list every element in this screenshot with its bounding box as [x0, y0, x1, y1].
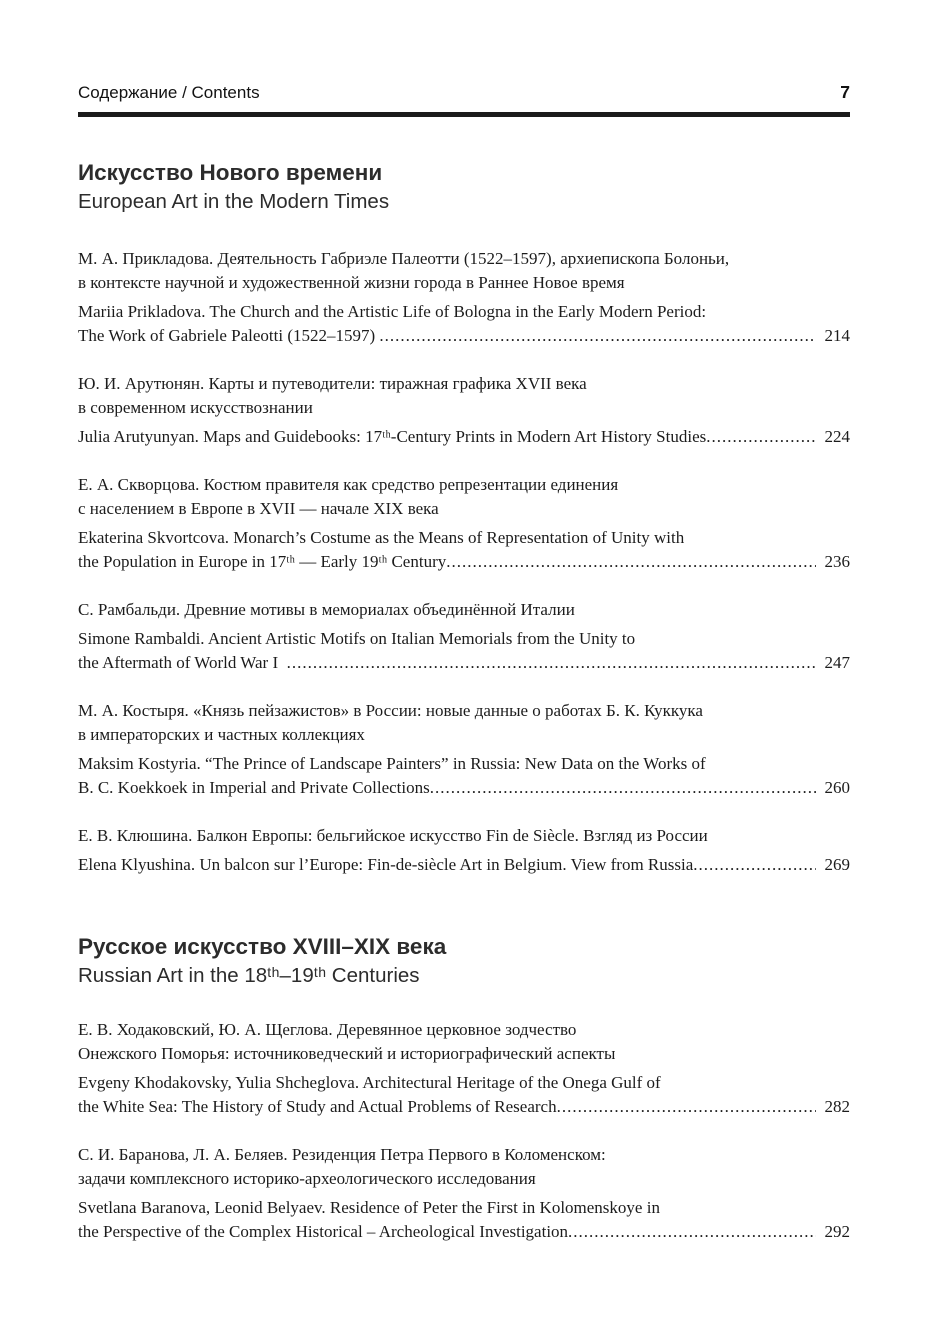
entry-en-line: Simone Rambaldi. Ancient Artistic Motifs on Italian Memorials from the Unity to: [78, 628, 636, 648]
entry-page-number: 236: [824, 551, 850, 571]
entry-ru-line: Е. В. Ходаковский, Ю. А. Щеглова. Деревянное церковное зодчество: [78, 1020, 577, 1040]
entry-ru-line: в современном искусствознании: [78, 397, 313, 417]
entry-english-title: [78, 1071, 850, 1119]
entry-en-line: B. C. Koekkoek in Imperial and Private Collections: [78, 777, 430, 797]
entry-russian-title: [78, 247, 850, 295]
entry-page-number: 292: [824, 1222, 850, 1242]
contents-header-title: Содержание / Contents: [78, 83, 260, 102]
entry-leader-line: [78, 776, 850, 800]
entry-leader-line: [78, 425, 850, 449]
entry-leader-line: [78, 651, 850, 675]
entry-russian-title: [78, 473, 850, 521]
toc-entry: [78, 824, 850, 877]
entry-leader-line: [78, 1095, 850, 1119]
entry-page-number: 214: [824, 325, 850, 345]
entry-english-title: [78, 526, 850, 574]
entry-ru-line: в контексте научной и художественной жизни города в Раннее Новое время: [78, 272, 625, 292]
entry-en-line: Ekaterina Skvortcova. Monarch’s Costume as the Means of Representation of Unity with: [78, 527, 685, 547]
dot-leader: [287, 651, 816, 675]
dot-leader: [379, 324, 815, 348]
entry-en-line: Svetlana Baranova, Leonid Belyaev. Residence of Peter the First in Kolomenskoye in: [78, 1198, 660, 1218]
dot-leader: [446, 550, 815, 574]
entry-ru-line: Ю. И. Арутюнян. Карты и путеводители: тиражная графика XVII века: [78, 373, 587, 393]
entry-en-line: the Population in Europe in 17ᵗʰ — Early 19ᵗʰ Century: [78, 551, 447, 571]
toc-entry: [78, 473, 850, 574]
dot-leader: [557, 1095, 816, 1119]
toc-entry: [78, 247, 850, 348]
entry-ru-line: М. А. Костыря. «Князь пейзажистов» в России: новые данные о работах Б. К. Куккука: [78, 700, 703, 720]
dot-leader: [693, 853, 815, 877]
section-european-art-modern-times: [78, 159, 850, 877]
entry-en-line: The Work of Gabriele Paleotti (1522–1597): [78, 325, 380, 345]
entry-en-line: Elena Klyushina. Un balcon sur l’Europe: Fin-de-siècle Art in Belgium. View from Russia: [78, 854, 694, 874]
entry-ru-line: М. А. Прикладова. Деятельность Габриэле Палеотти (1522–1597), архиепископа Болоньи,: [78, 248, 730, 268]
toc-entry: [78, 1018, 850, 1119]
entry-en-line: the Perspective of the Complex Historical – Archeological Investigation: [78, 1222, 569, 1242]
entry-page-number: 269: [824, 854, 850, 874]
entry-russian-title: [78, 1018, 850, 1066]
entry-ru-line: Онежского Поморья: источниковедческий и историографический аспекты: [78, 1044, 616, 1064]
entry-ru-line: С. И. Баранова, Л. А. Беляев. Резиденция Петра Первого в Коломенском:: [78, 1145, 606, 1165]
toc-entry: [78, 598, 850, 675]
entry-russian-title: [78, 598, 850, 622]
toc-entry: [78, 372, 850, 449]
entry-russian-title: [78, 699, 850, 747]
entry-en-line: the White Sea: The History of Study and Actual Problems of Research: [78, 1097, 557, 1117]
section-title-en: Russian Art in the 18ᵗʰ–19ᵗʰ Centuries: [78, 963, 420, 987]
entry-leader-line: [78, 853, 850, 877]
running-head: [78, 82, 850, 103]
section-title-en: European Art in the Modern Times: [78, 190, 390, 213]
entry-leader-line: [78, 550, 850, 574]
entry-english-title: [78, 853, 850, 877]
entry-english-title: [78, 627, 850, 675]
entry-ru-line: с населением в Европе в XVII — начале XIX века: [78, 498, 439, 518]
entry-english-title: [78, 425, 850, 449]
entry-en-line: Evgeny Khodakovsky, Yulia Shcheglova. Architectural Heritage of the Onega Gulf of: [78, 1073, 661, 1093]
entry-page-number: 224: [824, 426, 850, 446]
page-header: [78, 82, 850, 117]
entry-russian-title: [78, 372, 850, 420]
toc-entry: [78, 699, 850, 800]
section-russian-art-18-19: [78, 933, 850, 1245]
folio-page-number: 7: [840, 82, 850, 102]
header-rule: [78, 112, 850, 117]
entry-en-line: Mariia Prikladova. The Church and the Artistic Life of Bologna in the Early Modern Period:: [78, 301, 707, 321]
entry-en-line: Maksim Kostyria. “The Prince of Landscape Painters” in Russia: New Data on the Works of: [78, 753, 706, 773]
entry-english-title: [78, 300, 850, 348]
entry-ru-line: в императорских и частных коллекциях: [78, 724, 365, 744]
entry-leader-line: [78, 324, 850, 348]
entry-ru-line: задачи комплексного историко-археологического исследования: [78, 1169, 536, 1189]
section-title: [78, 933, 850, 989]
entry-page-number: 260: [824, 777, 850, 797]
entry-english-title: [78, 752, 850, 800]
section-title-ru: Искусство Нового времени: [78, 160, 383, 185]
entry-ru-line: Е. А. Скворцова. Костюм правителя как средство репрезентации единения: [78, 474, 619, 494]
entry-russian-title: [78, 1143, 850, 1191]
dot-leader: [568, 1220, 815, 1244]
entry-english-title: [78, 1196, 850, 1244]
entry-ru-line: С. Рамбальди. Древние мотивы в мемориалах объединённой Италии: [78, 599, 575, 619]
entry-page-number: 282: [824, 1097, 850, 1117]
entry-ru-line: Е. В. Клюшина. Балкон Европы: бельгийское искусство Fin de Siècle. Взгляд из России: [78, 825, 708, 845]
entry-en-line: the Aftermath of World War I: [78, 652, 287, 672]
dot-leader: [706, 425, 815, 449]
section-title-ru: Русское искусство XVIII–XIX века: [78, 933, 447, 959]
entry-russian-title: [78, 824, 850, 848]
entry-en-line: Julia Arutyunyan. Maps and Guidebooks: 17ᵗʰ-Century Prints in Modern Art History Studies: [78, 426, 707, 446]
entry-leader-line: [78, 1220, 850, 1244]
toc-entry: [78, 1143, 850, 1244]
dot-leader: [430, 776, 816, 800]
section-title: [78, 159, 850, 215]
entry-page-number: 247: [824, 652, 850, 672]
